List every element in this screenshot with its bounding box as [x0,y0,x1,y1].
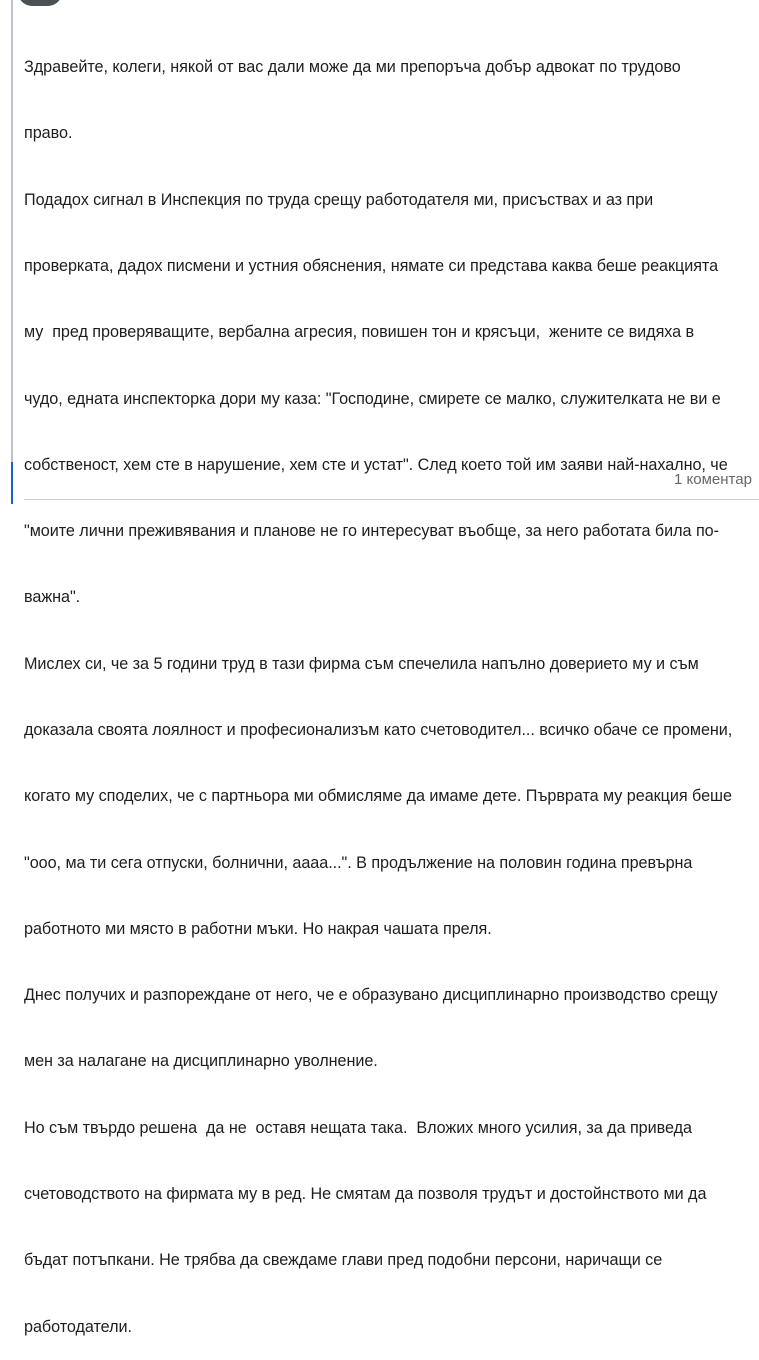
post-line: проверката, дадох писмени и устния обяснения, нямате си представа каква беше реакцията [24,257,719,276]
post-line: му пред проверяващите, вербална агресия, повишен тон и крясъци, жените се видяха в [24,323,695,342]
post-line: бъдат потъпкани. Не трябва да свеждаме глави пред подобни персони, наричащи се [24,1251,663,1270]
post-line: счетоводството на фирмата му в ред. Не смятам да позволя трудът и достойнството ми да [24,1184,707,1203]
post-body [24,12,759,1360]
divider [24,499,759,500]
post-line: "ооо, ма ти сега отпуски, болнични, аааа...". В продължение на половин година превърна [24,853,693,872]
comments-count-link[interactable]: 1 коментар [674,471,752,488]
thread-line-accent [11,462,13,504]
post-line: чудо, едната инспекторка дори му каза: "Господине, смирете се малко, служителката не ви е [24,389,721,408]
avatar[interactable] [18,0,62,6]
post-line: Мислех си, че за 5 години труд в тази фирма съм спечелила напълно доверието му и съм [24,654,699,673]
post-line: Подадох сигнал в Инспекция по труда срещу работодателя ми, присъствах и аз при [24,190,654,209]
post-line: Днес получих и разпореждане от него, че е образувано дисциплинарно производство срещу [24,986,718,1005]
post-line: доказала своята лоялност и професионализъм като счетоводител... всичко обаче се промени, [24,721,733,739]
post-line: работодатели. [24,1317,132,1336]
post-line: работното ми място в работни мъки. Но накрая чашата преля. [24,919,492,938]
post-line: право. [24,124,73,143]
post-line: Здравейте, колеги, някой от вас дали може да ми препоръча добър адвокат по трудово [24,58,681,77]
post-line: важна". [24,588,81,607]
post-line: мен за налагане на дисциплинарно уволнение. [24,1052,378,1071]
post-line: собственост, хем сте в нарушение, хем сте и устат". След което той им заяви най-нахално, че [24,455,728,474]
thread-line [11,0,13,504]
post-line: "моите лични преживявания и планове не го интересуват въобще, за него работата била по- [24,522,719,541]
post-line: когато му споделих, че с партньора ми обмисляме да имаме дете. Първрата му реакция беше [24,787,732,806]
post-line: Но съм твърдо решена да не оставя нещата така. Вложих много усилия, за да приведа [24,1118,692,1137]
